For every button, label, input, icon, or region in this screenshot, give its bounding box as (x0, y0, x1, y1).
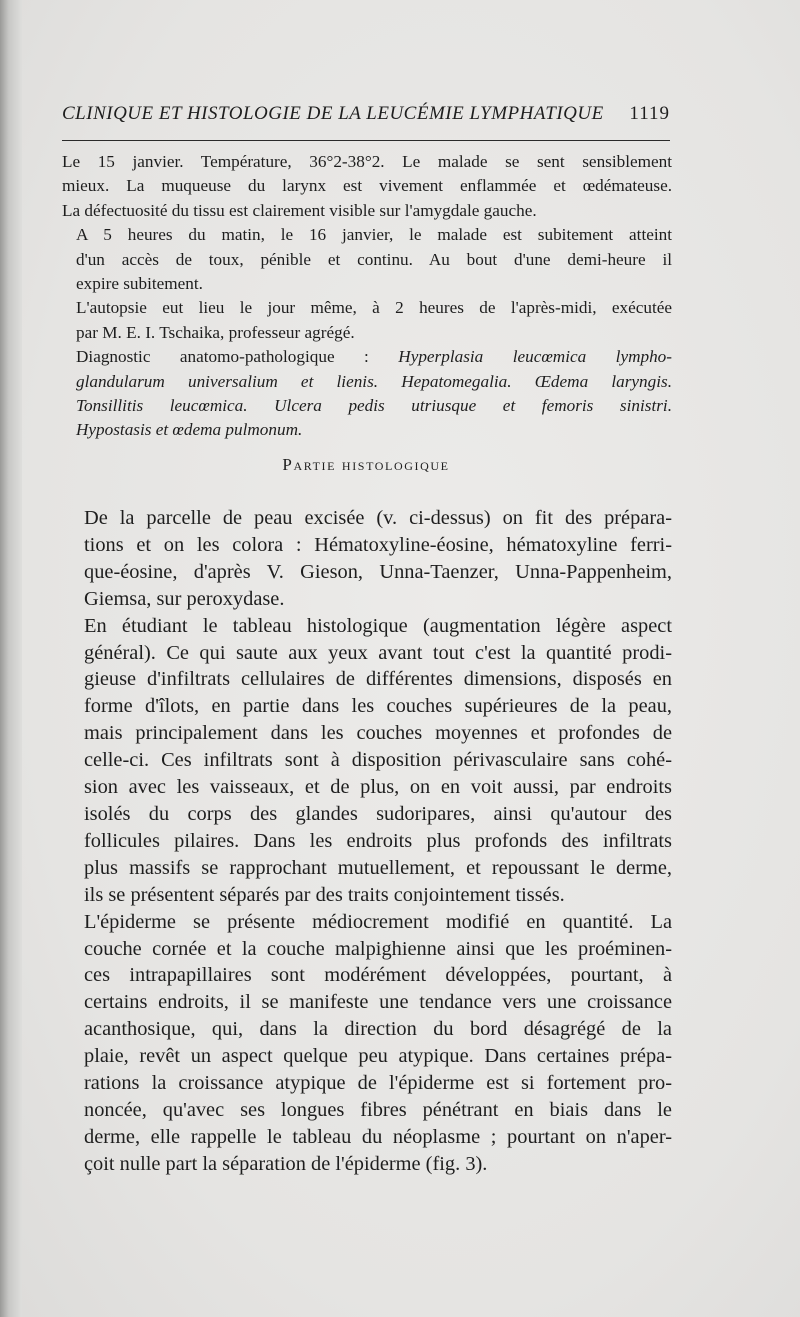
page-number: 1119 (629, 103, 670, 124)
text-line: d'un accès de toux, pénible et continu. Au bout d'une demi-heure il (76, 249, 672, 269)
histology-text (62, 505, 672, 1178)
text-line: certains endroits, il se manifeste une tendance vers une croissance (84, 991, 672, 1014)
text-line: mieux. La muqueuse du larynx est vivement enflammée et œdémateuse. (62, 176, 672, 196)
histology-paragraph-preparations (62, 505, 672, 613)
running-head (62, 103, 670, 125)
text-line (62, 345, 672, 369)
text-line: çoit nulle part la séparation de l'épiderme (fig. 3). (84, 1152, 488, 1175)
text-line: En étudiant le tableau histologique (augmentation légère aspect (84, 614, 672, 637)
histology-paragraph-epidermis (62, 909, 672, 1178)
text-line: celle-ci. Ces infiltrats sont à disposition périvasculaire sans cohé- (84, 749, 672, 772)
text-line: Giemsa, sur peroxydase. (84, 587, 285, 610)
clinical-note-autopsy (62, 296, 672, 345)
diagnosis-latin-line: Hypostasis et œdema pulmonum. (76, 420, 303, 440)
text-line: A 5 heures du matin, le 16 janvier, le malade est subitement atteint (76, 225, 672, 245)
text-line: expire subitement. (76, 274, 203, 294)
text-line: ces intrapapillaires sont modérément développées, pourtant, à (84, 964, 672, 987)
text-line: tions et on les colora : Hématoxyline-éosine, hématoxyline ferri- (84, 533, 672, 556)
text-line: derme, elle rappelle le tableau du néoplasme ; pourtant on n'aper- (84, 1125, 672, 1148)
text-line: plus massifs se rapprochant mutuellement, et repoussant le derme, (84, 856, 672, 879)
text-line: noncée, qu'avec ses longues fibres pénétrant en biais dans le (84, 1098, 672, 1121)
text-line: La défectuosité du tissu est clairement visible sur l'amygdale gauche. (62, 200, 537, 220)
text-line: isolés du corps des glandes sudoripares, ainsi qu'autour des (84, 802, 672, 825)
diagnosis-latin-line: Tonsillitis leucœmica. Ulcera pedis utriusque et femoris sinistri. (76, 396, 672, 416)
text-line: plaie, revêt un aspect quelque peu atypique. Dans certaines prépa- (84, 1045, 672, 1068)
book-gutter-shadow (0, 0, 22, 1317)
text-line: général). Ce qui saute aux yeux avant tout c'est la quantité prodi- (84, 641, 672, 664)
clinical-notes (62, 150, 672, 443)
text-line: rations la croissance atypique de l'épiderme est si fortement pro- (84, 1072, 672, 1095)
text-line: que-éosine, d'après V. Gieson, Unna-Taenzer, Unna-Pappenheim, (84, 560, 672, 583)
text-line: gieuse d'infiltrats cellulaires de différentes dimensions, disposés en (84, 668, 672, 691)
text-line: par M. E. I. Tschaika, professeur agrégé. (76, 322, 355, 342)
section-title: Partie histologique (282, 455, 450, 474)
text-line: Le 15 janvier. Température, 36°2-38°2. Le malade se sent sensiblement (62, 152, 672, 171)
text-line: forme d'îlots, en partie dans les couches supérieures de la peau, (84, 695, 672, 718)
clinical-note-diagnosis (62, 345, 672, 443)
header-rule (62, 140, 670, 141)
text-line: couche cornée et la couche malpighienne ainsi que les proéminen- (84, 937, 672, 960)
diagnosis-label: Diagnostic anatomo-pathologique : (76, 347, 399, 367)
text-line: mais principalement dans les couches moyennes et profondes de (84, 722, 672, 745)
diagnosis-latin-line: glandularum universalium et lienis. Hepatomegalia. Œdema laryngis. (76, 371, 672, 391)
text-line: acanthosique, qui, dans la direction du bord désagrégé de la (84, 1018, 672, 1041)
text-line: L'autopsie eut lieu le jour même, à 2 heures de l'après-midi, exécutée (76, 298, 672, 318)
text-line: De la parcelle de peau excisée (v. ci-dessus) on fit des prépara- (84, 507, 672, 529)
running-head-title: CLINIQUE ET HISTOLOGIE DE LA LEUCÉMIE LYMPHATIQUE (62, 103, 604, 124)
text-line: follicules pilaires. Dans les endroits plus profonds des infiltrats (84, 829, 672, 852)
histology-paragraph-infiltrates (62, 613, 672, 909)
clinical-note-death (62, 223, 672, 296)
text-line: sion avec les vaisseaux, et de plus, on en voit aussi, par endroits (84, 776, 672, 799)
diagnosis-latin: Hyperplasia leucœmica lympho- (398, 347, 672, 367)
text-line: ils se présentent séparés par des traits conjointement tissés. (84, 883, 565, 906)
clinical-note-jan15 (62, 150, 672, 223)
text-line: L'épiderme se présente médiocrement modifié en quantité. La (84, 910, 672, 933)
